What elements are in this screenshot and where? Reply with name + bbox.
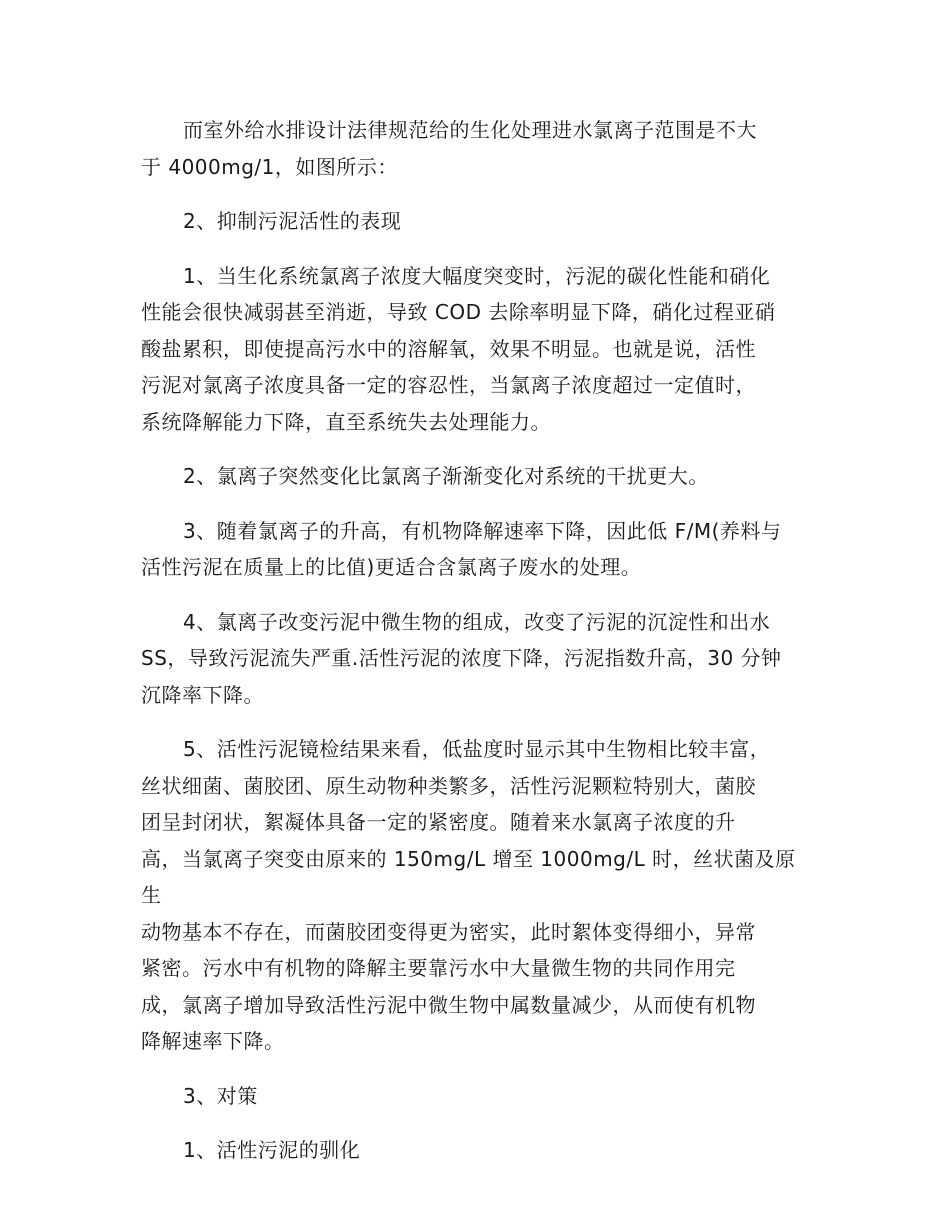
text-line: SS，导致污泥流失严重.活性污泥的浓度下降，污泥指数升高，30 分钟 [141,646,782,670]
subheading-sludge-acclimation [141,1132,811,1169]
text-line: 系统降解能力下降，直至系统失去处理能力。 [141,409,551,434]
text-line: 动物基本不存在，而菌胶团变得更为密实，此时絮体变得细小，异常 [141,919,756,944]
text-line: 团呈封闭状，絮凝体具备一定的紧密度。随着来水氯离子浓度的升 [141,810,736,834]
paragraph-intro [141,112,811,185]
text-line: 1、活性污泥的驯化 [183,1138,361,1162]
text-line: 5、活性污泥镜检结果来看，低盐度时显示其中生物相比较丰富， [183,737,771,761]
text-line: 成，氯离子增加导致活性污泥中微生物中属数量减少，从而使有机物 [141,992,756,1017]
text-line: 污泥对氯离子浓度具备一定的容忍性，当氯离子浓度超过一定值时， [141,373,756,397]
paragraph-point-1 [141,258,811,441]
text-line: 丝状细菌、菌胶团、原生动物种类繁多，活性污泥颗粒特别大，菌胶 [141,773,756,798]
text-line: 而室外给水排设计法律规范给的生化处理进水氯离子范围是不大 [183,118,757,142]
text-line: 3、对策 [183,1083,258,1108]
section-heading-inhibition [141,203,811,240]
text-line: 沉降率下降。 [141,682,264,707]
text-line: 性能会很快减弱甚至消逝，导致 COD 去除率明显下降，硝化过程亚硝 [141,300,776,324]
text-line: 于 4000mg/1，如图所示： [141,154,398,179]
section-heading-countermeasures [141,1078,811,1115]
paragraph-point-4 [141,604,811,714]
paragraph-point-5 [141,731,811,1060]
paragraph-point-2 [141,458,811,495]
text-line: 活性污泥在质量上的比值)更适合含氯离子废水的处理。 [141,555,642,579]
text-line: 2、抑制污泥活性的表现 [183,209,402,233]
text-line: 2、氯离子突然变化比氯离子渐渐变化对系统的干扰更大。 [183,464,709,488]
paragraph-point-3 [141,513,811,586]
text-line: 降解速率下降。 [141,1029,285,1053]
document-body [141,112,811,1169]
text-line: 酸盐累积，即使提高污水中的溶解氧，效果不明显。也就是说，活性 [141,336,756,361]
text-line: 3、随着氯离子的升高，有机物降解速率下降，因此低 F/M(养料与 [183,518,782,543]
text-line: 4、氯离子改变污泥中微生物的组成，改变了污泥的沉淀性和出水 [183,609,771,634]
text-line: 1、当生化系统氯离子浓度大幅度突变时，污泥的碳化性能和硝化 [183,263,771,288]
text-line: 高，当氯离子突变由原来的 150mg/L 增至 1000mg/L 时，丝状菌及原生 [141,846,796,907]
text-line: 紧密。污水中有机物的降解主要靠污水中大量微生物的共同作用完 [141,956,736,980]
